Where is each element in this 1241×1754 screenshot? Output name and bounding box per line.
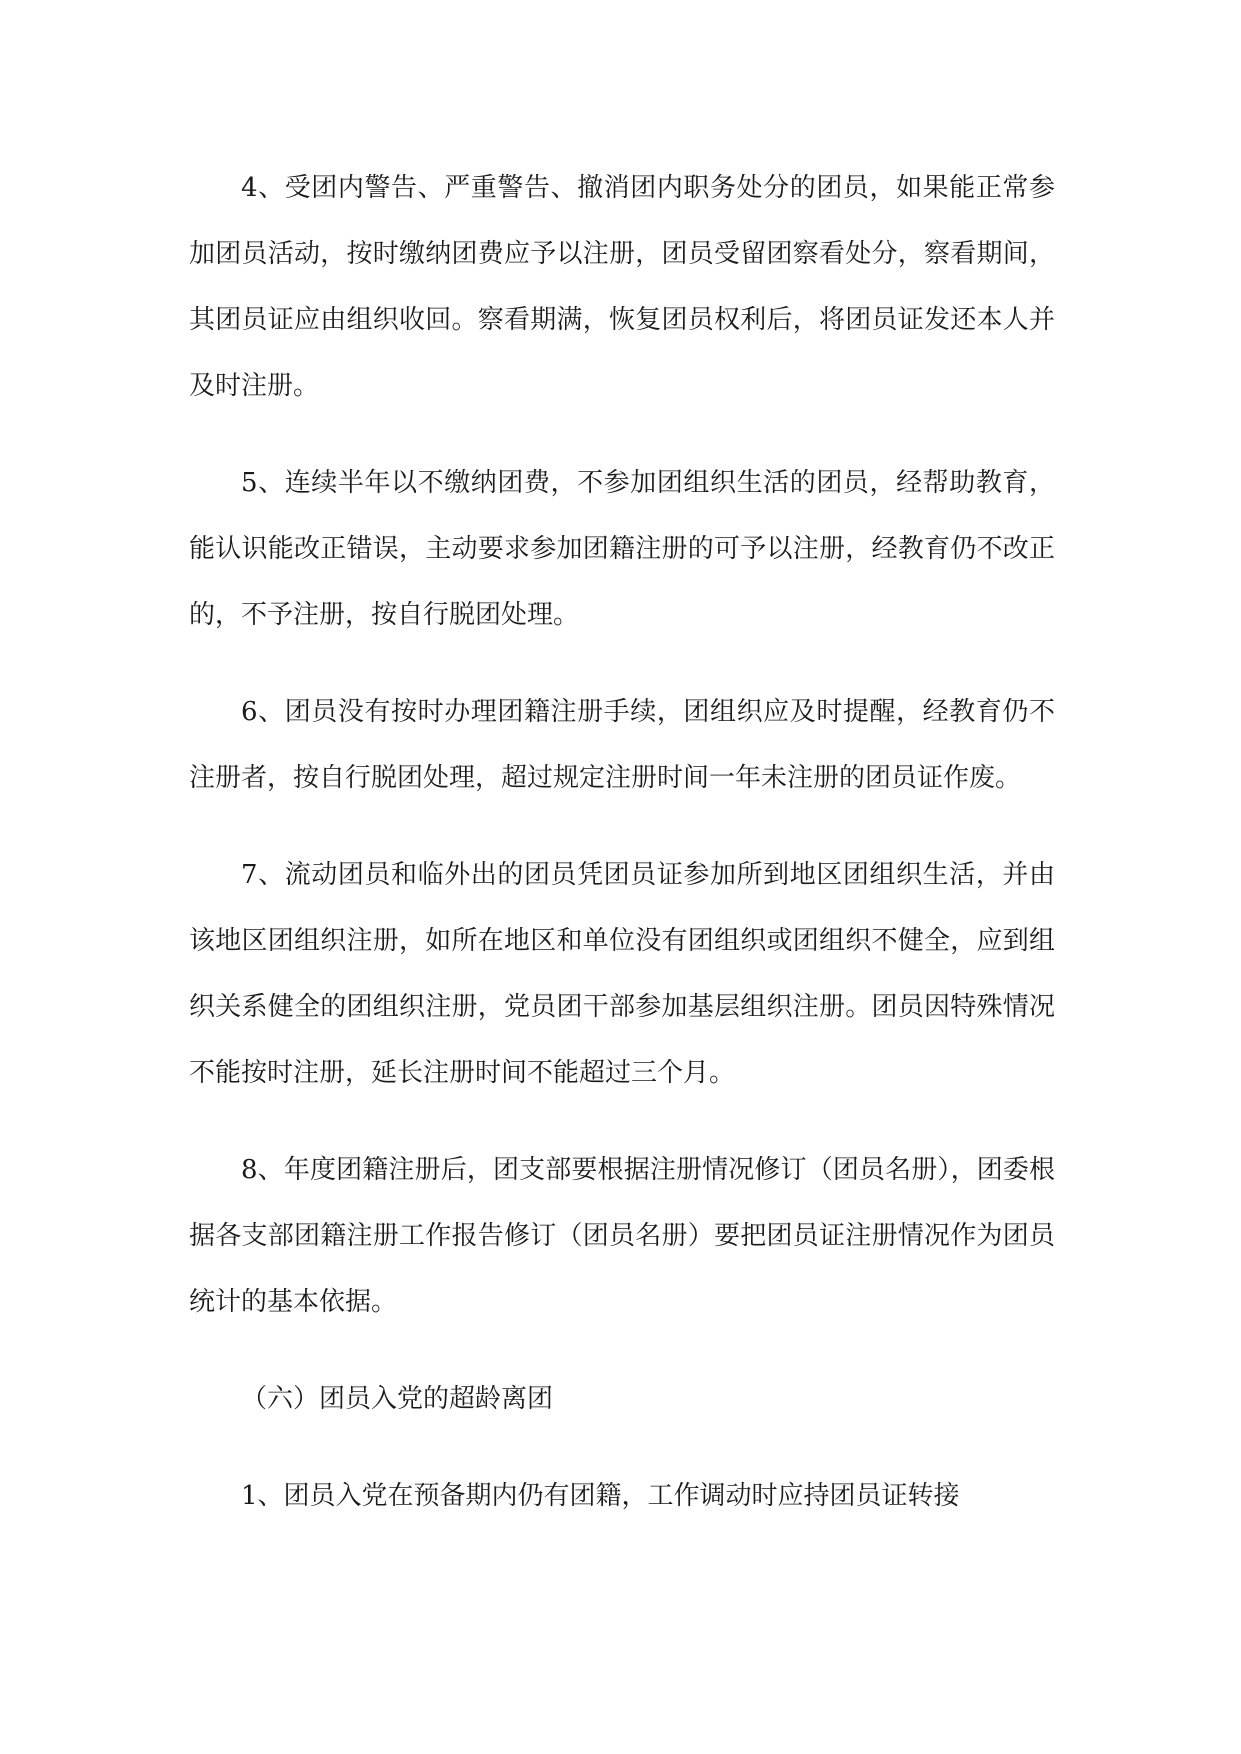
section-heading: （六）团员入党的超龄离团 — [241, 1384, 554, 1414]
paragraph-item-4: 4、受团内警告、严重警告、撤消团内职务处分的团员，如果能正常参加团员活动，按时缴纳团费应予以注册，团员受留团察看处分，察看期间，其团员证应由组织收回。察看期满，恢复团员权利后，将团员证发还本人并及时注册。 — [189, 173, 1055, 401]
paragraph-item-5: 5、连续半年以不缴纳团费，不参加团组织生活的团员，经帮助教育，能认识能改正错误，主动要求参加团籍注册的可予以注册，经教育仍不改正的，不予注册，按自行脱团处理。 — [189, 468, 1055, 630]
paragraph-item-8: 8、年度团籍注册后，团支部要根据注册情况修订（团员名册），团委根据各支部团籍注册工作报告修订（团员名册）要把团员证注册情况作为团员统计的基本依据。 — [189, 1155, 1055, 1317]
paragraph-item-1: 1、团员入党在预备期内仍有团籍，工作调动时应持团员证转接 — [241, 1481, 960, 1511]
document-body — [189, 155, 1055, 1560]
paragraph-item-6: 6、团员没有按时办理团籍注册手续，团组织应及时提醒，经教育仍不注册者，按自行脱团处理，超过规定注册时间一年未注册的团员证作废。 — [189, 697, 1055, 793]
paragraph-item-7: 7、流动团员和临外出的团员凭团员证参加所到地区团组织生活，并由该地区团组织注册，如所在地区和单位没有团组织或团组织不健全，应到组织关系健全的团组织注册，党员团干部参加基层组织注册。团员因特殊情况不能按时注册，延长注册时间不能超过三个月。 — [189, 860, 1055, 1088]
